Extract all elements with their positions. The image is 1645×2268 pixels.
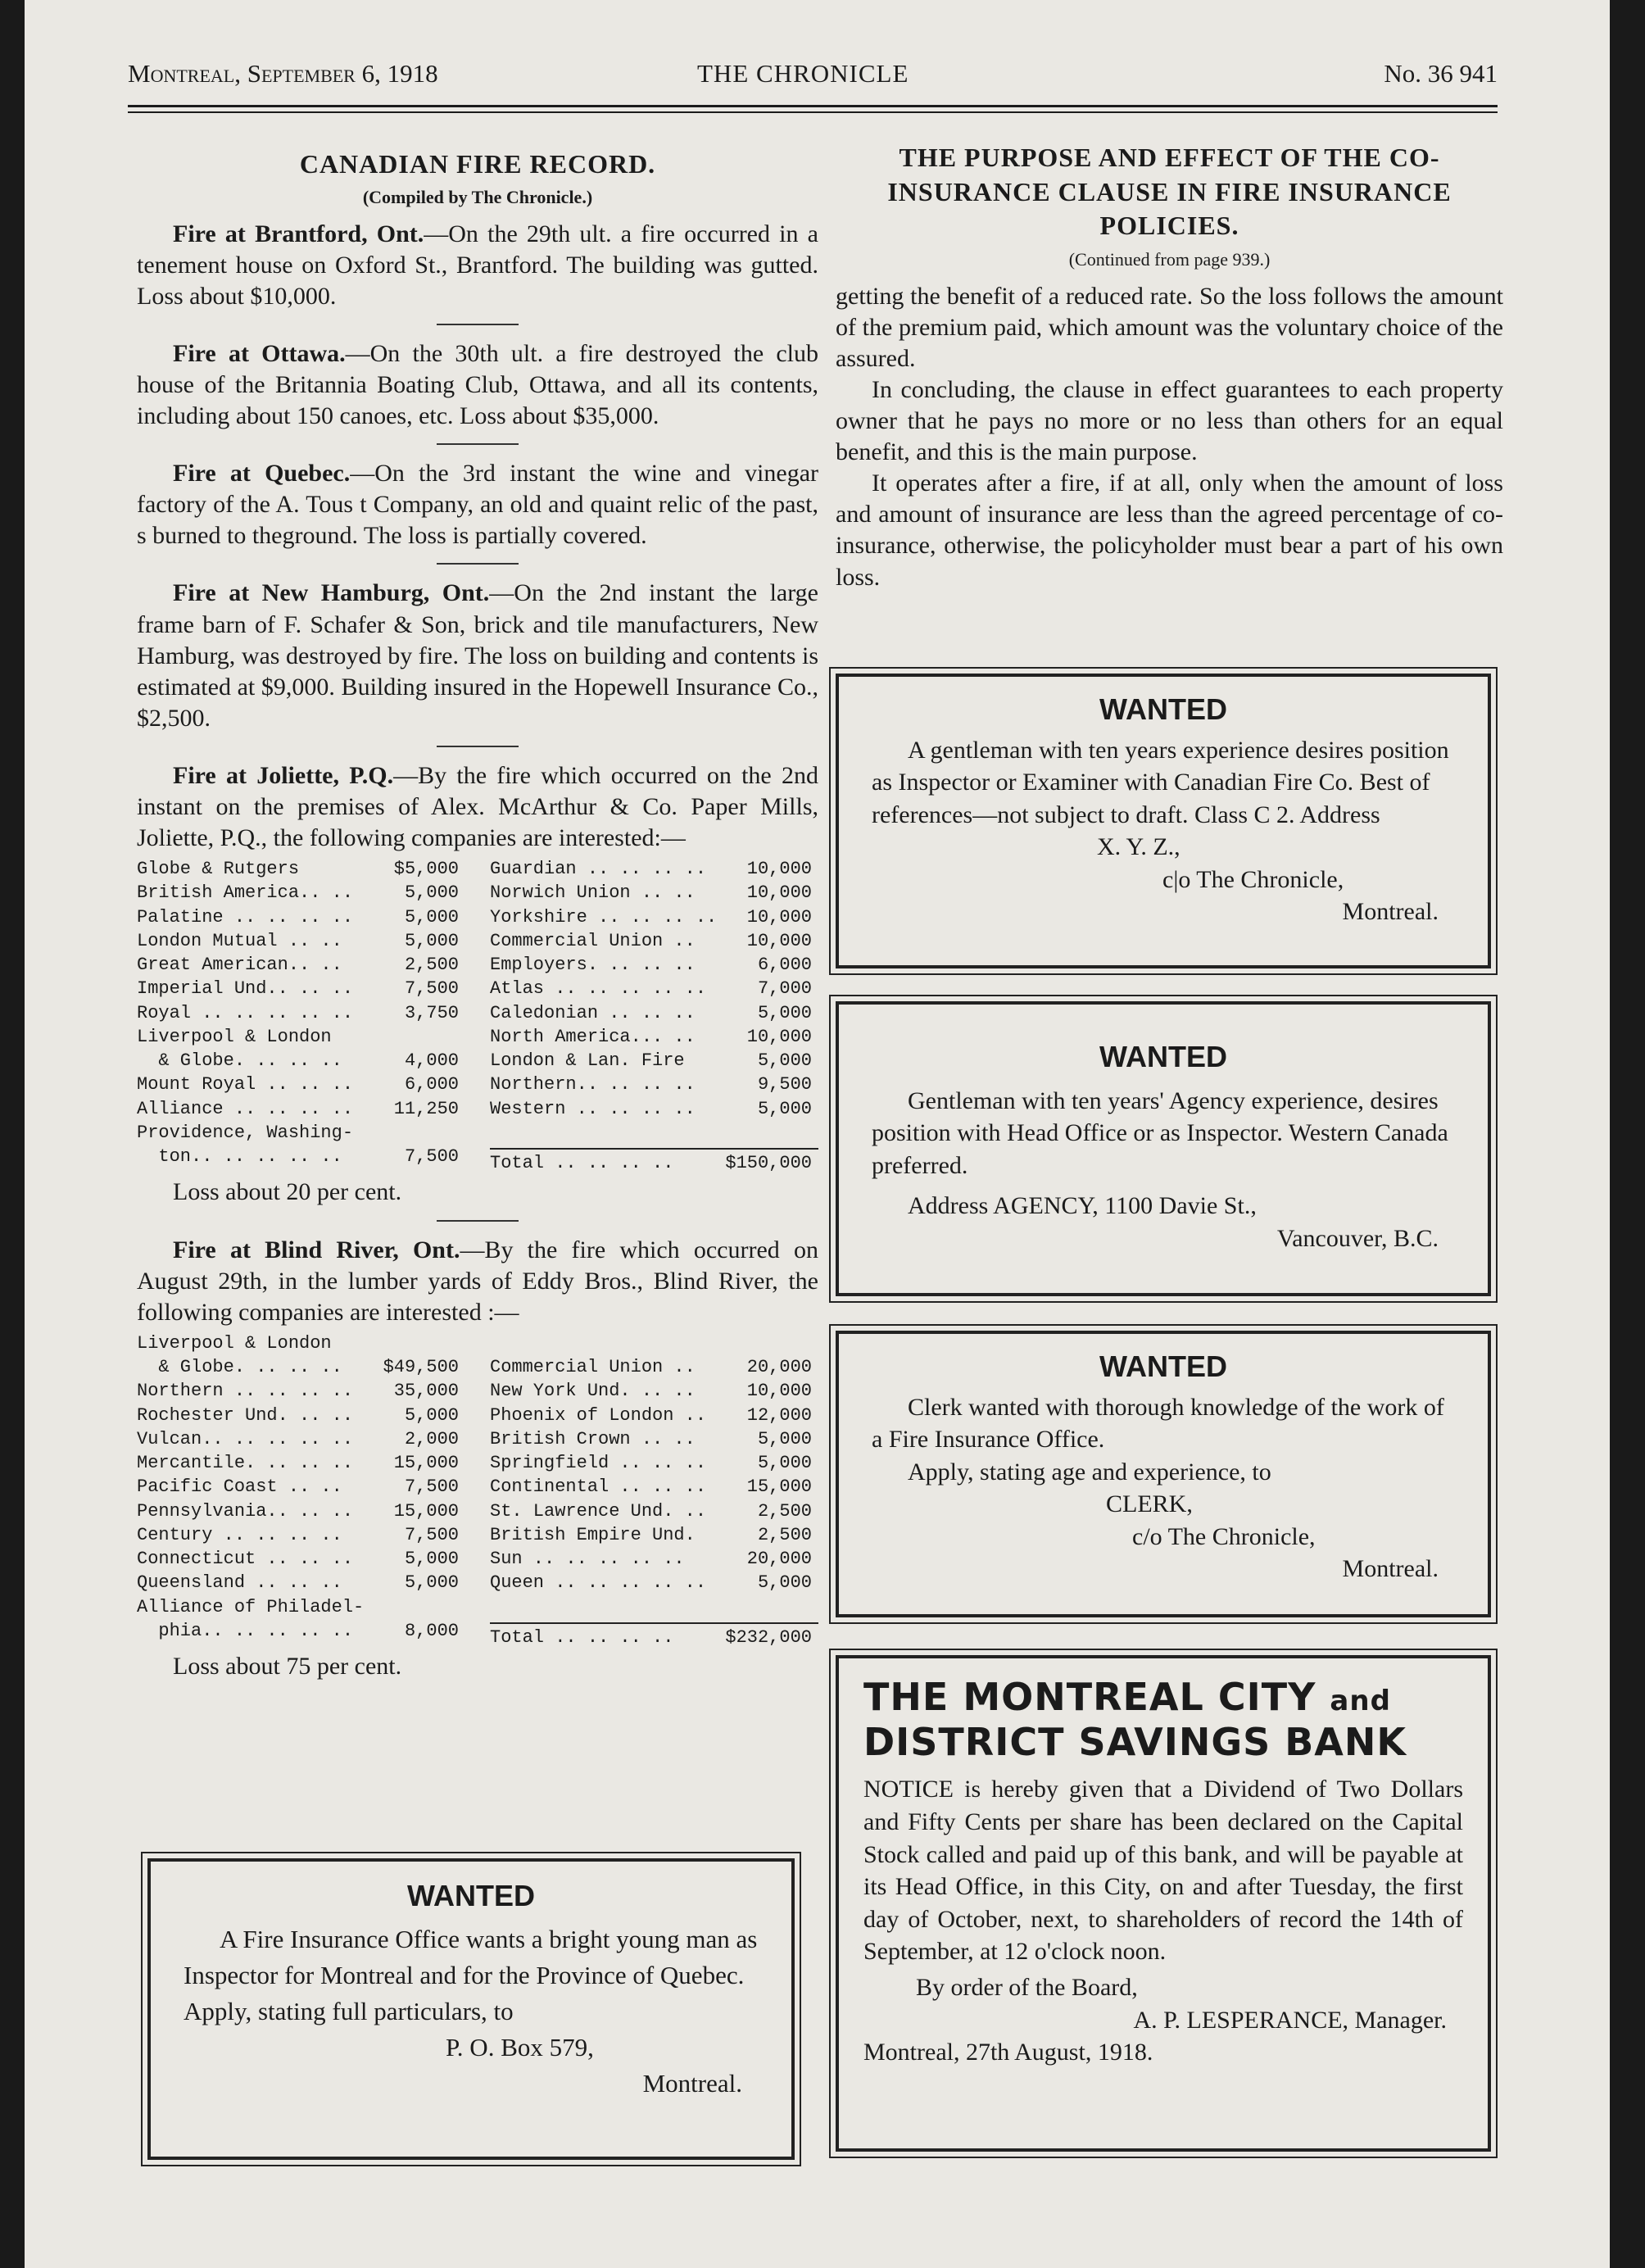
- company-name: Imperial Und.. .. ..: [137, 978, 354, 1000]
- table-row: [490, 1331, 818, 1355]
- table-row: [137, 1379, 465, 1403]
- company-name: Palatine .. .. .. ..: [137, 906, 354, 928]
- table-row: [137, 881, 465, 905]
- amount: 35,000: [393, 1381, 459, 1402]
- amount: 15,000: [393, 1453, 459, 1474]
- amount: 7,500: [404, 1476, 459, 1498]
- table-row: [137, 1595, 465, 1619]
- company-name: Springfield .. .. ..: [490, 1453, 707, 1474]
- amount: $150,000: [725, 1153, 812, 1174]
- table-row: [137, 1025, 465, 1049]
- amount: 5,000: [404, 1549, 459, 1570]
- company-name: St. Lawrence Und. ..: [490, 1500, 707, 1522]
- table-row: [490, 1121, 818, 1145]
- amount: 5,000: [757, 1572, 812, 1594]
- company-name: British Crown .. ..: [490, 1428, 696, 1449]
- table-row: [137, 1523, 465, 1547]
- table-row: [490, 1595, 818, 1619]
- ad-address-name: CLERK,: [1106, 1490, 1193, 1518]
- amount: 7,500: [404, 1146, 459, 1168]
- left-column: [137, 147, 818, 1682]
- table-row: [490, 1499, 818, 1523]
- table-row: [137, 905, 465, 929]
- amount: 11,250: [393, 1098, 459, 1119]
- amount: 5,000: [404, 1404, 459, 1426]
- table-row: [137, 857, 465, 881]
- table-row: [490, 1622, 818, 1649]
- joliette-loss: Loss about 20 per cent.: [173, 1178, 402, 1206]
- coinsurance-para-2: In concluding, the clause in effect guarantees to each property owner that he pays no more or no less than others for an equal benefit, and this is the main purpose.: [836, 376, 1503, 466]
- divider: [437, 443, 519, 445]
- page-header: [128, 59, 1498, 95]
- table-row: [490, 857, 818, 881]
- company-name: Royal .. .. .. .. ..: [137, 1002, 354, 1023]
- amount: 2,500: [404, 955, 459, 976]
- table-row: [137, 1499, 465, 1523]
- table-row: [490, 1073, 818, 1096]
- amount: 2,500: [757, 1524, 812, 1545]
- company-name: British America.. ..: [137, 882, 354, 904]
- company-name: [490, 1331, 501, 1355]
- company-name: Commercial Union ..: [490, 930, 696, 951]
- company-name: Guardian .. .. .. ..: [490, 859, 707, 880]
- savings-bank-notice: [836, 1655, 1491, 2152]
- company-name: Mount Royal .. .. ..: [137, 1074, 354, 1095]
- bank-title-line-1: THE MONTREAL CITY and: [863, 1675, 1391, 1719]
- blind-right-col: [490, 1331, 818, 1649]
- company-name: [490, 1121, 501, 1145]
- table-row: [490, 1379, 818, 1403]
- coinsurance-para-3: It operates after a fire, if at all, only when the amount of loss and amount of insurance are less than the agreed percentage of co-insurance, otherwise, the policyholder must bear a part of his own loss.: [836, 469, 1503, 591]
- amount: 10,000: [746, 906, 812, 928]
- joliette-companies-table: [137, 857, 818, 1175]
- table-row: [490, 1475, 818, 1499]
- ad-address-line: c|o The Chronicle,: [1162, 865, 1344, 893]
- amount: [459, 1595, 465, 1619]
- table-row: [490, 953, 818, 977]
- fire-item-blind-river: Fire at Blind River, Ont.—By the fire which occurred on August 29th, in the lumber yards of Eddy Bros., Blind River, the following companies are interested :—: [137, 1236, 818, 1326]
- table-row: [137, 1475, 465, 1499]
- table-row: [490, 881, 818, 905]
- table-row: [490, 1571, 818, 1594]
- company-name: Continental .. .. ..: [490, 1476, 707, 1498]
- header-dateline: Montreal, September 6, 1918: [128, 59, 438, 88]
- header-masthead: THE CHRONICLE: [697, 59, 909, 88]
- company-name: Atlas .. .. .. .. ..: [490, 978, 707, 1000]
- coinsurance-title: THE PURPOSE AND EFFECT OF THE CO-INSURANCE CLAUSE IN FIRE INSURANCE POLICIES.: [887, 143, 1452, 241]
- ad-heading: WANTED: [407, 1879, 535, 1912]
- fire-record-subtitle: (Compiled by The Chronicle.): [362, 186, 593, 207]
- header-rule: [128, 105, 1498, 107]
- header-page-number: No. 36 941: [1384, 59, 1498, 88]
- company-name: Liverpool & London: [137, 1332, 332, 1354]
- company-name: Pennsylvania.. .. ..: [137, 1500, 354, 1522]
- blind-river-loss: Loss about 75 per cent.: [173, 1653, 402, 1681]
- table-row: [490, 1001, 818, 1025]
- table-row: [137, 1571, 465, 1594]
- table-row: [490, 977, 818, 1000]
- table-row: [137, 1451, 465, 1475]
- amount: [459, 1025, 465, 1049]
- company-name: Rochester Und. .. ..: [137, 1404, 354, 1426]
- amount: [459, 1331, 465, 1355]
- coinsurance-subtitle: (Continued from page 939.): [1068, 248, 1271, 270]
- table-row: [137, 1404, 465, 1427]
- table-row: [137, 1121, 465, 1145]
- table-row: [490, 1427, 818, 1451]
- company-name: London & Lan. Fire: [490, 1050, 685, 1072]
- ad-address-line: P. O. Box 579,: [446, 2033, 594, 2062]
- header-rule-thin: [128, 111, 1498, 113]
- table-row: [137, 1355, 465, 1379]
- joliette-right-col: [490, 857, 818, 1175]
- amount: 12,000: [746, 1404, 812, 1426]
- company-name: & Globe. .. .. ..: [137, 1050, 342, 1072]
- company-name: Queen .. .. .. .. ..: [490, 1572, 707, 1594]
- wanted-ad-montreal-inspector: [147, 1858, 795, 2160]
- company-name: Globe & Rutgers: [137, 859, 321, 880]
- blind-river-companies-table: [137, 1331, 818, 1649]
- amount: 15,000: [393, 1500, 459, 1522]
- company-name: Northern .. .. .. ..: [137, 1381, 354, 1402]
- ad-address-line: c/o The Chronicle,: [1132, 1522, 1316, 1550]
- ad-address-city: Montreal.: [1342, 1555, 1439, 1583]
- table-row: [490, 905, 818, 929]
- wanted-ad-inspector: [836, 674, 1491, 968]
- amount: $5,000: [393, 859, 459, 880]
- wanted-ad-clerk: [836, 1331, 1491, 1617]
- ad-body: Clerk wanted with thorough knowledge of the work of a Fire Insurance Office.: [872, 1393, 1444, 1454]
- table-row: [137, 1049, 465, 1073]
- blind-left-col: [137, 1331, 490, 1649]
- table-row: [137, 1427, 465, 1451]
- company-name: Western .. .. .. ..: [490, 1098, 696, 1119]
- table-row: [137, 1097, 465, 1121]
- amount: 6,000: [404, 1074, 459, 1095]
- bank-manager: A. P. LESPERANCE, Manager.: [1133, 2006, 1447, 2034]
- ad-address-name: X. Y. Z.,: [1097, 833, 1181, 861]
- amount: 2,000: [404, 1428, 459, 1449]
- fire-record-title: CANADIAN FIRE RECORD.: [299, 149, 656, 179]
- company-name: Providence, Washing-: [137, 1122, 354, 1143]
- divider: [437, 324, 519, 325]
- ad-address-line: Address AGENCY, 1100 Davie St.,: [908, 1192, 1257, 1220]
- company-name: Alliance of Philadel-: [137, 1596, 365, 1617]
- company-name: Liverpool & London: [137, 1026, 332, 1047]
- company-name: London Mutual .. ..: [137, 930, 342, 951]
- table-row: [490, 1025, 818, 1049]
- company-name: & Globe. .. .. ..: [137, 1357, 342, 1378]
- bank-title-line-2: DISTRICT SAVINGS BANK: [863, 1720, 1407, 1765]
- ad-heading: WANTED: [1099, 1349, 1227, 1383]
- table-row: [490, 1049, 818, 1073]
- table-row: [137, 1001, 465, 1025]
- amount: $232,000: [725, 1626, 812, 1648]
- company-name: Queensland .. .. ..: [137, 1572, 342, 1594]
- company-name: phia.. .. .. .. ..: [137, 1620, 354, 1641]
- amount: [812, 1121, 818, 1145]
- amount: 5,000: [757, 1453, 812, 1474]
- company-name: Pacific Coast .. ..: [137, 1476, 342, 1498]
- table-row: [137, 929, 465, 953]
- company-name: Phoenix of London ..: [490, 1404, 707, 1426]
- divider: [437, 1220, 519, 1222]
- amount: 5,000: [404, 930, 459, 951]
- amount: 5,000: [757, 1002, 812, 1023]
- right-column: [836, 141, 1503, 593]
- amount: 7,000: [757, 978, 812, 1000]
- amount: 7,500: [404, 978, 459, 1000]
- company-name: North America... ..: [490, 1026, 696, 1047]
- amount: 5,000: [757, 1050, 812, 1072]
- amount: 5,000: [757, 1098, 812, 1119]
- amount: 10,000: [746, 930, 812, 951]
- company-name: Connecticut .. .. ..: [137, 1549, 354, 1570]
- company-name: Employers. .. .. ..: [490, 955, 696, 976]
- company-name: Northern.. .. .. ..: [490, 1074, 696, 1095]
- amount: $49,500: [383, 1357, 459, 1378]
- table-row: [490, 1404, 818, 1427]
- table-row: [490, 1148, 818, 1175]
- company-name: Caledonian .. .. ..: [490, 1002, 696, 1023]
- ad-heading: WANTED: [1099, 692, 1227, 726]
- company-name: Sun .. .. .. .. ..: [490, 1549, 685, 1570]
- ad-body: A gentleman with ten years experience desires position as Inspector or Examiner with Canadian Fire Co. Best of references—not subject to draft. Class C 2. Address: [872, 736, 1449, 828]
- amount: 8,000: [404, 1620, 459, 1641]
- fire-item-brantford: Fire at Brantford, Ont.—On the 29th ult. a fire occurred in a tenement house on Oxford St., Brantford. The building was gutted. Loss about $10,000.: [137, 220, 818, 310]
- table-row: [490, 1451, 818, 1475]
- company-name: [490, 1595, 501, 1619]
- table-row: [490, 929, 818, 953]
- company-name: Vulcan.. .. .. .. ..: [137, 1428, 354, 1449]
- amount: 5,000: [404, 1572, 459, 1594]
- company-name: Commercial Union ..: [490, 1357, 696, 1378]
- amount: 5,000: [404, 882, 459, 904]
- amount: 9,500: [757, 1074, 812, 1095]
- company-name: Great American.. ..: [137, 955, 342, 976]
- ad-address-city: Montreal.: [1342, 898, 1439, 926]
- coinsurance-para-1: getting the benefit of a reduced rate. So the loss follows the amount of the premium paid, which amount was the voluntary choice of the assured.: [836, 282, 1503, 372]
- table-row: [137, 1073, 465, 1096]
- company-name: Mercantile. .. .. ..: [137, 1453, 354, 1474]
- amount: [812, 1331, 818, 1355]
- amount: 10,000: [746, 859, 812, 880]
- table-row: [137, 1145, 465, 1168]
- amount: 10,000: [746, 882, 812, 904]
- amount: [459, 1121, 465, 1145]
- ad-body: Gentleman with ten years' Agency experience, desires position with Head Office or as Inspector. Western Canada preferred.: [872, 1086, 1448, 1179]
- ad-address-city: Vancouver, B.C.: [1276, 1224, 1439, 1252]
- amount: 6,000: [757, 955, 812, 976]
- fire-item-quebec: Fire at Quebec.—On the 3rd instant the wine and vinegar factory of the A. Tous t Company, an old and quaint relic of the past, s burned to theground. The loss is partially covered.: [137, 460, 819, 550]
- company-name: Total .. .. .. ..: [490, 1153, 674, 1174]
- table-row: [137, 1547, 465, 1571]
- table-row: [490, 1355, 818, 1379]
- ad-heading: WANTED: [1099, 1040, 1227, 1073]
- company-name: British Empire Und.: [490, 1524, 696, 1545]
- company-name: Norwich Union .. ..: [490, 882, 696, 904]
- company-name: Alliance .. .. .. ..: [137, 1098, 354, 1119]
- table-row: [137, 953, 465, 977]
- amount: 15,000: [746, 1476, 812, 1498]
- amount: 10,000: [746, 1026, 812, 1047]
- amount: 10,000: [746, 1381, 812, 1402]
- ad-body: A Fire Insurance Office wants a bright young man as Inspector for Montreal and for the Province of Quebec. Apply, stating full particulars, to: [184, 1925, 758, 2026]
- bank-order: By order of the Board,: [916, 1973, 1138, 2001]
- company-name: Total .. .. .. ..: [490, 1626, 674, 1648]
- amount: 5,000: [757, 1428, 812, 1449]
- amount: 3,750: [404, 1002, 459, 1023]
- company-name: Yorkshire .. .. .. ..: [490, 906, 718, 928]
- table-row: [490, 1523, 818, 1547]
- amount: 7,500: [404, 1524, 459, 1545]
- table-row: [137, 1619, 465, 1643]
- amount: 2,500: [757, 1500, 812, 1522]
- company-name: New York Und. .. ..: [490, 1381, 696, 1402]
- table-row: [490, 1097, 818, 1121]
- amount: 20,000: [746, 1357, 812, 1378]
- table-row: [137, 977, 465, 1000]
- wanted-ad-agency: [836, 1001, 1491, 1296]
- newspaper-page: [25, 0, 1610, 2268]
- company-name: Century .. .. .. ..: [137, 1524, 342, 1545]
- ad-body-apply: Apply, stating age and experience, to: [908, 1458, 1271, 1486]
- divider: [437, 563, 519, 565]
- amount: 5,000: [404, 906, 459, 928]
- bank-notice-body: NOTICE is hereby given that a Dividend of Two Dollars and Fifty Cents per share has been declared on the Capital Stock called and paid up of this bank, and will be payable at its Head Office, in this City, on and after Tuesday, the first day of October, next, to shareholders of record the 14th of September, at 12 o'clock noon.: [863, 1776, 1463, 1966]
- amount: [812, 1595, 818, 1619]
- divider: [437, 746, 519, 747]
- ad-address-city: Montreal.: [642, 2069, 742, 2098]
- amount: 4,000: [404, 1050, 459, 1072]
- table-row: [137, 1331, 465, 1355]
- table-row: [490, 1547, 818, 1571]
- fire-item-ottawa: Fire at Ottawa.—On the 30th ult. a fire destroyed the club house of the Britannia Boating Club, Ottawa, and all its contents, including about 150 canoes, etc. Loss about $35,000.: [137, 339, 818, 430]
- joliette-left-col: [137, 857, 490, 1175]
- fire-item-joliette: Fire at Joliette, P.Q.—By the fire which occurred on the 2nd instant on the premises of Alex. McArthur & Co. Paper Mills, Joliette, P.Q., the following companies are interested:—: [137, 761, 818, 852]
- company-name: ton.. .. .. .. ..: [137, 1146, 342, 1168]
- bank-date: Montreal, 27th August, 1918.: [863, 2039, 1153, 2066]
- fire-item-new-hamburg: Fire at New Hamburg, Ont.—On the 2nd instant the large frame barn of F. Schafer & Son, brick and tile manufacturers, New Hamburg, was destroyed by fire. The loss on building and contents is estimated at $9,000. Building insured in the Hopewell Insurance Co., $2,500.: [137, 579, 818, 732]
- amount: 20,000: [746, 1549, 812, 1570]
